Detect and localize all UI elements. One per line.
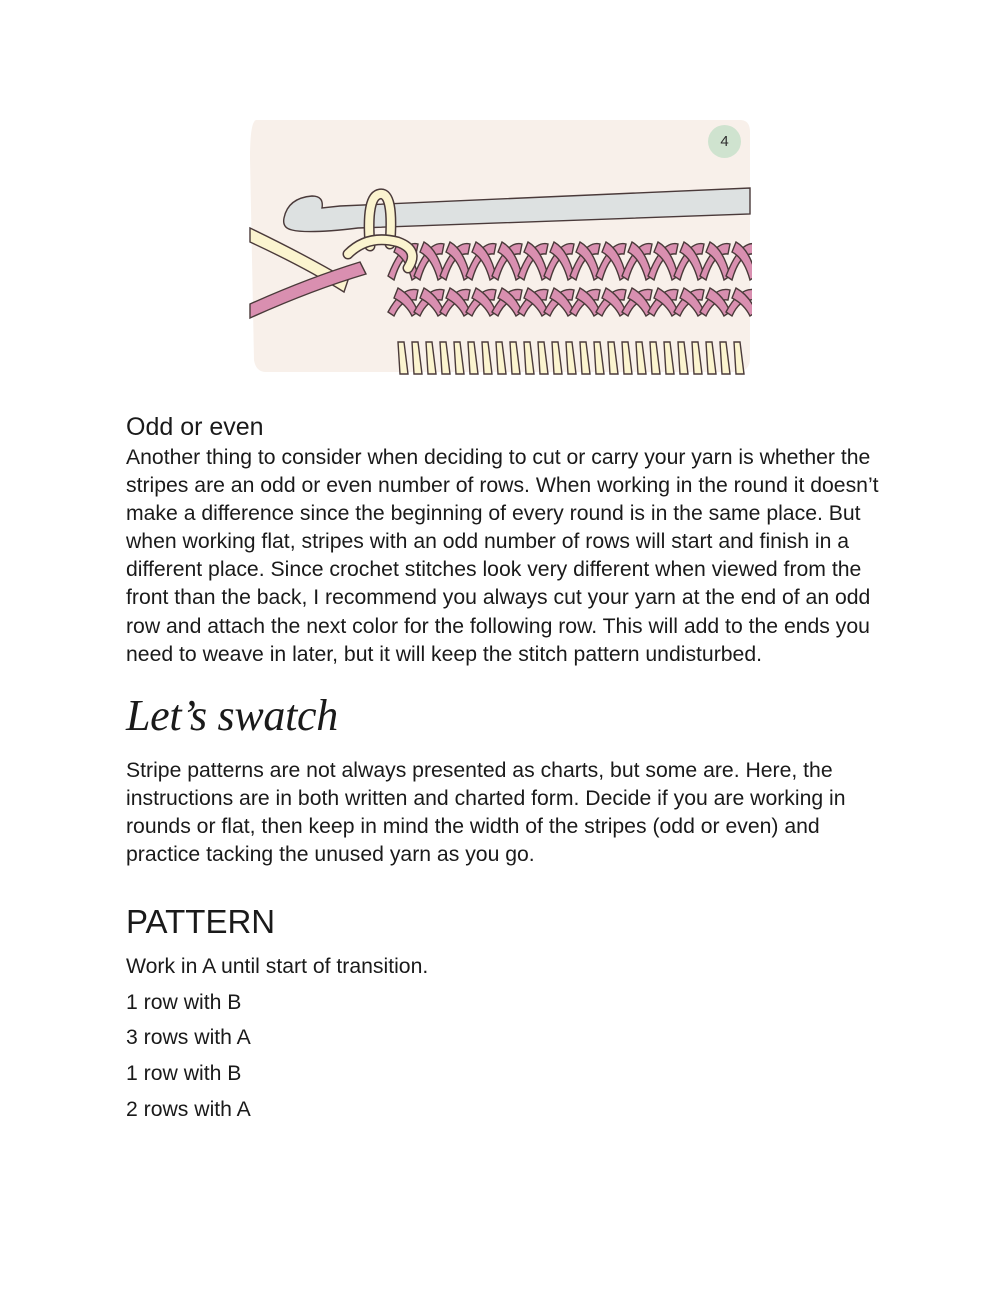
pattern-step: 2 rows with A [126, 1097, 251, 1121]
crochet-illustration [248, 118, 752, 376]
crochet-hook-illustration [248, 118, 752, 376]
pattern-steps-list [126, 949, 886, 1127]
pattern-step: 3 rows with A [126, 1026, 251, 1050]
step-number-badge: 4 [708, 125, 741, 158]
pattern-heading: PATTERN [126, 903, 276, 941]
pattern-step: 1 row with B [126, 990, 242, 1014]
lets-swatch-heading: Let’s swatch [126, 690, 338, 740]
odd-or-even-heading: Odd or even [126, 413, 264, 441]
pattern-step: Work in A until start of transition. [126, 955, 429, 979]
odd-or-even-paragraph: Another thing to consider when deciding to cut or carry your yarn is whether the stripes are an odd or even number of rows. When working in the round it doesn’t make a difference since the beginning of every round is in the same place. But when working flat, stripes with an odd number of rows will start and finish in a different place. Since crochet stitches look very different when viewed from the front than the back, I recommend you always cut your yarn at the end of an odd row and attach the next color for the following row. This will add to the ends you need to weave in later, but it will keep the stitch pattern undisturbed. [126, 446, 879, 666]
main-content [126, 410, 886, 1127]
lets-swatch-paragraph: Stripe patterns are not always presented as charts, but some are. Here, the instructions are in both written and charted form. Decide if you are working in rounds or flat, then keep in mind the width of the stripes (odd or even) and practice tacking the unused yarn as you go. [126, 758, 846, 867]
pattern-step: 1 row with B [126, 1061, 242, 1085]
